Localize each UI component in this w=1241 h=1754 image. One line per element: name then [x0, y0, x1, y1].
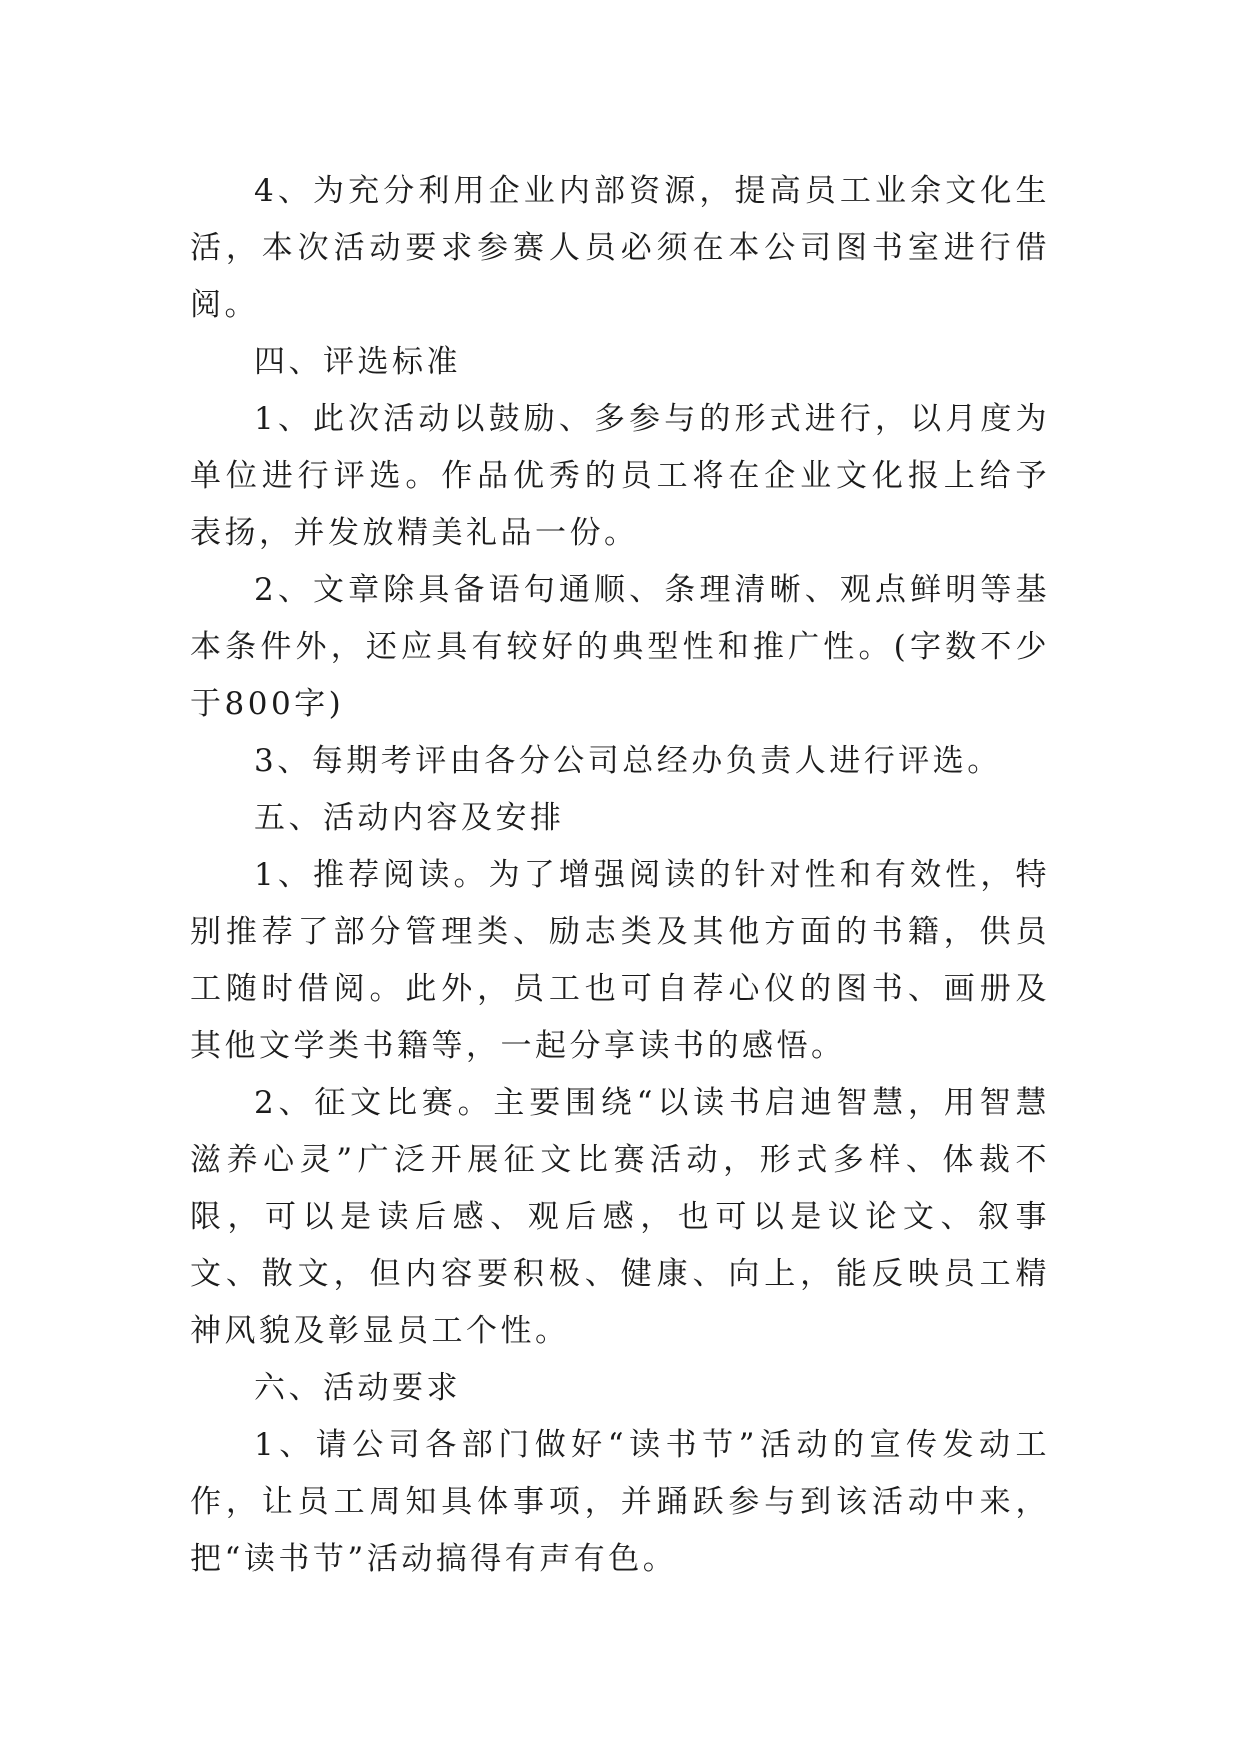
paragraph-resource-requirement: 4、为充分利用企业内部资源，提高员工业余文化生活，本次活动要求参赛人员必须在本公司图书室进行借阅。 [190, 173, 1050, 323]
section-heading-evaluation-criteria: 四、评选标准 [254, 344, 461, 380]
paragraph-requirement-1: 1、请公司各部门做好“读书节”活动的宣传发动工作，让员工周知具体事项，并踊跃参与到该活动中来，把“读书节”活动搞得有声有色。 [190, 1427, 1050, 1577]
paragraph-criteria-3: 3、每期考评由各分公司总经办负责人进行评选。 [254, 743, 1002, 779]
paragraph-recommended-reading: 1、推荐阅读。为了增强阅读的针对性和有效性，特别推荐了部分管理类、励志类及其他方面的书籍，供员工随时借阅。此外，员工也可自荐心仪的图书、画册及其他文学类书籍等，一起分享读书的感悟。 [190, 857, 1050, 1064]
document-body [190, 163, 1050, 1588]
section-heading-activity-content: 五、活动内容及安排 [254, 800, 565, 836]
paragraph-criteria-1: 1、此次活动以鼓励、多参与的形式进行，以月度为单位进行评选。作品优秀的员工将在企业文化报上给予表扬，并发放精美礼品一份。 [190, 401, 1050, 551]
section-heading-activity-requirements: 六、活动要求 [254, 1370, 461, 1406]
paragraph-essay-contest: 2、征文比赛。主要围绕“以读书启迪智慧，用智慧滋养心灵”广泛开展征文比赛活动，形式多样、体裁不限，可以是读后感、观后感，也可以是议论文、叙事文、散文，但内容要积极、健康、向上，能反映员工精神风貌及彰显员工个性。 [190, 1085, 1050, 1349]
paragraph-criteria-2: 2、文章除具备语句通顺、条理清晰、观点鲜明等基本条件外，还应具有较好的典型性和推广性。(字数不少于800字) [190, 572, 1050, 722]
